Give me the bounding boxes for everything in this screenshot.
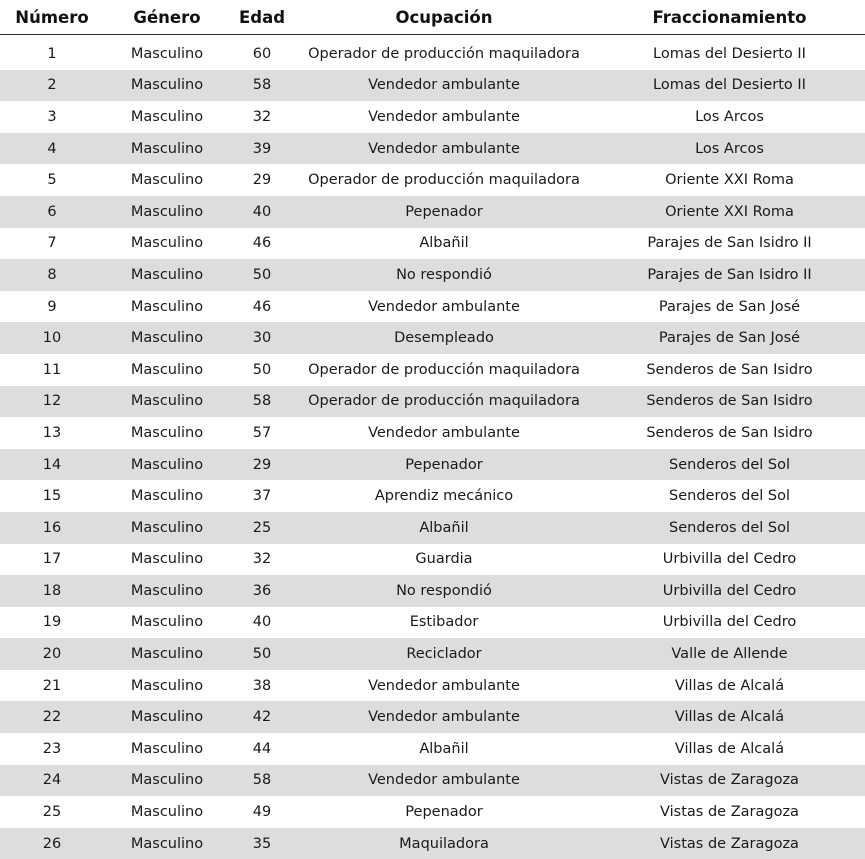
- cell-fraccionamiento: Oriente XXI Roma: [665, 203, 794, 220]
- cell-fraccionamiento: Vistas de Zaragoza: [660, 835, 799, 852]
- cell-ocupacion: Operador de producción maquiladora: [308, 393, 580, 410]
- cell-genero: Masculino: [130, 235, 204, 252]
- cell-genero: Masculino: [130, 266, 204, 283]
- table-row: [0, 291, 865, 323]
- cell-fraccionamiento: Senderos de San Isidro: [646, 361, 813, 378]
- table-row: [0, 701, 865, 733]
- cell-ocupacion: Operador de producción maquiladora: [308, 361, 580, 378]
- header-fraccionamiento: Fraccionamiento: [652, 7, 807, 27]
- cell-numero: 22: [42, 709, 62, 726]
- cell-edad: 40: [252, 614, 272, 631]
- cell-fraccionamiento: Oriente XXI Roma: [665, 172, 794, 189]
- cell-ocupacion: Vendedor ambulante: [368, 108, 520, 125]
- header-numero: Número: [15, 7, 89, 27]
- cell-edad: 58: [252, 772, 272, 789]
- cell-numero: 8: [47, 266, 57, 283]
- table-row: [0, 133, 865, 165]
- cell-numero: 2: [47, 77, 57, 94]
- cell-fraccionamiento: Parajes de San Isidro II: [647, 266, 812, 283]
- cell-genero: Masculino: [130, 646, 204, 663]
- table-row: [0, 70, 865, 102]
- cell-ocupacion: Vendedor ambulante: [368, 140, 520, 157]
- table-row: [0, 796, 865, 828]
- cell-ocupacion: Pepenador: [405, 203, 483, 220]
- cell-ocupacion: Vendedor ambulante: [368, 77, 520, 94]
- cell-fraccionamiento: Urbivilla del Cedro: [662, 614, 797, 631]
- cell-edad: 60: [252, 45, 272, 62]
- cell-ocupacion: Estibador: [409, 614, 479, 631]
- cell-numero: 3: [47, 108, 57, 125]
- cell-genero: Masculino: [130, 203, 204, 220]
- table-row: [0, 164, 865, 196]
- cell-fraccionamiento: Lomas del Desierto II: [653, 45, 806, 62]
- cell-ocupacion: Operador de producción maquiladora: [308, 45, 580, 62]
- cell-edad: 32: [252, 108, 272, 125]
- cell-ocupacion: Vendedor ambulante: [368, 709, 520, 726]
- cell-ocupacion: Albañil: [419, 519, 469, 536]
- cell-fraccionamiento: Senderos del Sol: [669, 519, 790, 536]
- cell-genero: Masculino: [130, 551, 204, 568]
- cell-fraccionamiento: Parajes de San José: [658, 330, 801, 347]
- cell-numero: 19: [42, 614, 62, 631]
- table-row: [0, 322, 865, 354]
- cell-edad: 29: [252, 172, 272, 189]
- cell-genero: Masculino: [130, 614, 204, 631]
- cell-edad: 44: [252, 740, 272, 757]
- cell-ocupacion: Desempleado: [394, 330, 494, 347]
- cell-numero: 1: [47, 45, 57, 62]
- cell-numero: 16: [42, 519, 62, 536]
- cell-genero: Masculino: [130, 393, 204, 410]
- cell-genero: Masculino: [130, 519, 204, 536]
- cell-fraccionamiento: Parajes de San José: [658, 298, 801, 315]
- cell-edad: 29: [252, 456, 272, 473]
- cell-numero: 14: [42, 456, 62, 473]
- table-row: [0, 575, 865, 607]
- cell-ocupacion: Vendedor ambulante: [368, 424, 520, 441]
- cell-genero: Masculino: [130, 488, 204, 505]
- cell-genero: Masculino: [130, 582, 204, 599]
- cell-numero: 26: [42, 835, 62, 852]
- cell-fraccionamiento: Los Arcos: [695, 108, 764, 125]
- cell-numero: 4: [47, 140, 57, 157]
- cell-ocupacion: No respondió: [396, 266, 492, 283]
- cell-ocupacion: Aprendiz mecánico: [374, 488, 514, 505]
- cell-genero: Masculino: [130, 677, 204, 694]
- cell-genero: Masculino: [130, 424, 204, 441]
- cell-fraccionamiento: Urbivilla del Cedro: [662, 582, 797, 599]
- cell-edad: 39: [252, 140, 272, 157]
- cell-genero: Masculino: [130, 108, 204, 125]
- table-row: [0, 765, 865, 797]
- cell-numero: 18: [42, 582, 62, 599]
- table-row: [0, 512, 865, 544]
- cell-fraccionamiento: Parajes de San Isidro II: [647, 235, 812, 252]
- table-row: [0, 544, 865, 576]
- table-row: [0, 449, 865, 481]
- table-row: [0, 101, 865, 133]
- table-row: [0, 638, 865, 670]
- cell-edad: 58: [252, 77, 272, 94]
- cell-ocupacion: Operador de producción maquiladora: [308, 172, 580, 189]
- cell-fraccionamiento: Vistas de Zaragoza: [660, 772, 799, 789]
- table-row: [0, 733, 865, 765]
- table-row: [0, 670, 865, 702]
- cell-fraccionamiento: Lomas del Desierto II: [653, 77, 806, 94]
- cell-edad: 42: [252, 709, 272, 726]
- table-row: [0, 386, 865, 418]
- cell-edad: 40: [252, 203, 272, 220]
- cell-numero: 21: [42, 677, 62, 694]
- cell-edad: 50: [252, 266, 272, 283]
- cell-ocupacion: Albañil: [419, 235, 469, 252]
- cell-genero: Masculino: [130, 330, 204, 347]
- cell-ocupacion: Pepenador: [405, 456, 483, 473]
- cell-edad: 30: [252, 330, 272, 347]
- cell-edad: 49: [252, 804, 272, 821]
- cell-genero: Masculino: [130, 456, 204, 473]
- cell-numero: 23: [42, 740, 62, 757]
- cell-fraccionamiento: Vistas de Zaragoza: [660, 804, 799, 821]
- table-row: [0, 480, 865, 512]
- table-body: [0, 35, 865, 859]
- cell-numero: 17: [42, 551, 62, 568]
- cell-numero: 6: [47, 203, 57, 220]
- cell-ocupacion: Vendedor ambulante: [368, 772, 520, 789]
- cell-edad: 46: [252, 235, 272, 252]
- cell-genero: Masculino: [130, 804, 204, 821]
- cell-numero: 12: [42, 393, 62, 410]
- cell-fraccionamiento: Senderos del Sol: [669, 456, 790, 473]
- table-row: [0, 38, 865, 70]
- table-row: [0, 228, 865, 260]
- cell-edad: 50: [252, 361, 272, 378]
- cell-ocupacion: No respondió: [396, 582, 492, 599]
- cell-edad: 35: [252, 835, 272, 852]
- cell-fraccionamiento: Valle de Allende: [671, 646, 788, 663]
- cell-numero: 24: [42, 772, 62, 789]
- cell-numero: 5: [47, 172, 57, 189]
- cell-genero: Masculino: [130, 709, 204, 726]
- cell-numero: 20: [42, 646, 62, 663]
- header-ocupacion: Ocupación: [395, 7, 493, 27]
- cell-ocupacion: Guardia: [415, 551, 473, 568]
- cell-edad: 58: [252, 393, 272, 410]
- cell-ocupacion: Albañil: [419, 740, 469, 757]
- cell-genero: Masculino: [130, 45, 204, 62]
- table-row: [0, 196, 865, 228]
- table-row: [0, 607, 865, 639]
- cell-numero: 10: [42, 330, 62, 347]
- header-edad: Edad: [238, 7, 286, 27]
- cell-genero: Masculino: [130, 361, 204, 378]
- cell-genero: Masculino: [130, 835, 204, 852]
- cell-fraccionamiento: Villas de Alcalá: [674, 740, 785, 757]
- cell-edad: 36: [252, 582, 272, 599]
- cell-genero: Masculino: [130, 77, 204, 94]
- table-row: [0, 828, 865, 859]
- cell-genero: Masculino: [130, 172, 204, 189]
- cell-fraccionamiento: Senderos del Sol: [669, 488, 790, 505]
- table-row: [0, 354, 865, 386]
- cell-genero: Masculino: [130, 298, 204, 315]
- cell-fraccionamiento: Villas de Alcalá: [674, 677, 785, 694]
- table-row: [0, 417, 865, 449]
- cell-numero: 13: [42, 424, 62, 441]
- cell-genero: Masculino: [130, 772, 204, 789]
- cell-genero: Masculino: [130, 740, 204, 757]
- cell-edad: 50: [252, 646, 272, 663]
- cell-numero: 9: [47, 298, 57, 315]
- table-header: [0, 0, 865, 35]
- cell-fraccionamiento: Senderos de San Isidro: [646, 393, 813, 410]
- table-row: [0, 259, 865, 291]
- cell-edad: 37: [252, 488, 272, 505]
- cell-fraccionamiento: Senderos de San Isidro: [646, 424, 813, 441]
- cell-numero: 7: [47, 235, 57, 252]
- header-genero: Género: [133, 7, 201, 27]
- cell-edad: 57: [252, 424, 272, 441]
- cell-numero: 25: [42, 804, 62, 821]
- cell-edad: 38: [252, 677, 272, 694]
- cell-edad: 46: [252, 298, 272, 315]
- cell-genero: Masculino: [130, 140, 204, 157]
- cell-fraccionamiento: Los Arcos: [695, 140, 764, 157]
- cell-ocupacion: Vendedor ambulante: [368, 677, 520, 694]
- cell-ocupacion: Reciclador: [406, 646, 482, 663]
- cell-numero: 15: [42, 488, 62, 505]
- cell-numero: 11: [42, 361, 62, 378]
- cell-ocupacion: Vendedor ambulante: [368, 298, 520, 315]
- cell-edad: 32: [252, 551, 272, 568]
- cell-ocupacion: Pepenador: [405, 804, 483, 821]
- cell-edad: 25: [252, 519, 272, 536]
- cell-fraccionamiento: Urbivilla del Cedro: [662, 551, 797, 568]
- cell-ocupacion: Maquiladora: [399, 835, 489, 852]
- cell-fraccionamiento: Villas de Alcalá: [674, 709, 785, 726]
